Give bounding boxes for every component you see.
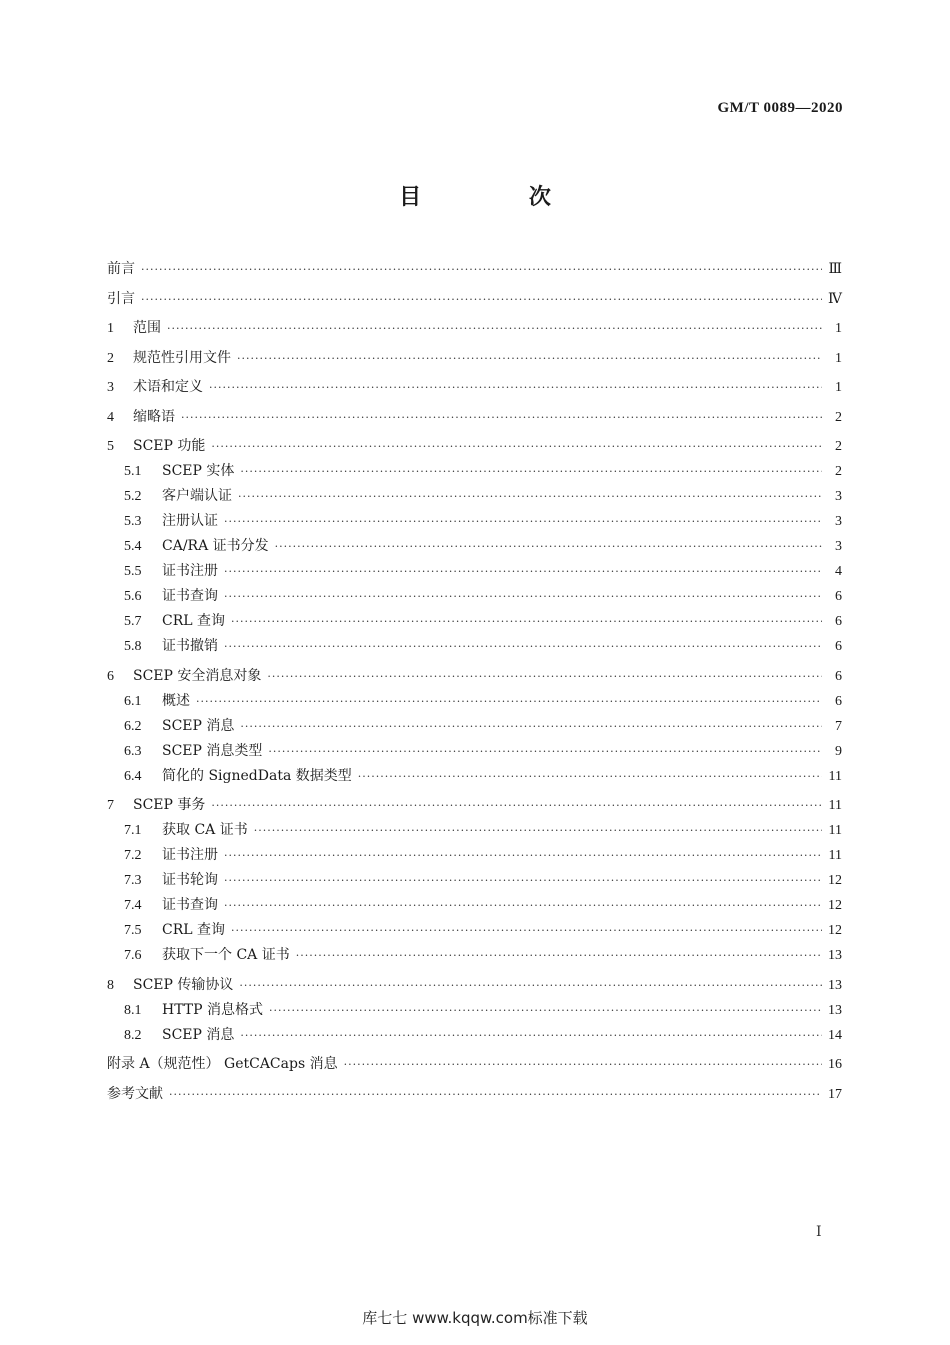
toc-entry[interactable] [107, 376, 842, 401]
toc-entry-title: SCEP 事务 [133, 797, 206, 813]
toc-title: 目 次 [399, 185, 601, 210]
toc-leader-dots [211, 440, 822, 453]
toc-leader-dots [224, 874, 822, 887]
toc-entry-page: 13 [828, 1002, 842, 1018]
toc-entry-page: 11 [828, 848, 842, 863]
toc-entry-page: 2 [835, 409, 842, 425]
toc-entry-page: 17 [828, 1086, 842, 1102]
toc-leader-dots [224, 899, 822, 912]
toc-entry-page: 11 [828, 798, 842, 813]
toc-entry-page: 12 [828, 873, 842, 888]
toc-leader-dots [169, 1088, 822, 1101]
toc-leader-dots [240, 1029, 822, 1042]
toc-entry-title: 范围 [133, 320, 161, 336]
toc-entry[interactable] [107, 347, 842, 372]
toc-leader-dots [211, 799, 822, 812]
toc-entry-page: 3 [835, 539, 842, 554]
toc-entry-title: 证书查询 [162, 588, 218, 604]
toc-entry-number: 5.2 [124, 489, 142, 504]
toc-entry-number: 7.2 [124, 848, 142, 863]
toc-entry-number: 5.5 [124, 564, 142, 579]
toc-entry-title: CRL 查询 [162, 922, 225, 938]
toc-entry-page: 11 [828, 823, 842, 838]
toc-entry-page: 11 [828, 768, 842, 784]
toc-entry-page: 2 [835, 464, 842, 479]
toc-entry-number: 6.2 [124, 718, 142, 734]
toc-entry[interactable] [107, 1053, 842, 1078]
toc-entry[interactable] [107, 1024, 842, 1049]
toc-leader-dots [268, 745, 822, 758]
toc-leader-dots [240, 465, 822, 478]
toc-entry-number: 7.6 [124, 948, 142, 963]
toc-entry-title: 参考文献 [107, 1085, 163, 1102]
toc-entry[interactable] [107, 974, 842, 999]
toc-entry-title: SCEP 实体 [162, 463, 235, 479]
toc-leader-dots [181, 411, 822, 424]
toc-entry-title: 简化的 SignedData 数据类型 [162, 767, 352, 784]
toc-entry-page: 13 [828, 948, 842, 963]
toc-entry-title: 前言 [107, 261, 135, 277]
toc-entry[interactable] [107, 435, 842, 460]
toc-entry-number: 6.1 [124, 693, 142, 709]
toc-entry-title: SCEP 功能 [133, 438, 206, 454]
toc-entry-number: 5 [107, 439, 114, 454]
toc-entry-page: 12 [828, 898, 842, 913]
toc-entry-number: 6 [107, 668, 114, 684]
toc-entry-title: 规范性引用文件 [133, 349, 231, 366]
toc-entry[interactable] [107, 869, 842, 894]
toc-leader-dots [275, 540, 822, 553]
toc-entry-number: 5.3 [124, 514, 142, 529]
toc-entry-number: 6.4 [124, 768, 142, 784]
toc-entry-title: 获取 CA 证书 [162, 822, 248, 838]
toc-leader-dots [141, 263, 822, 276]
toc-entry[interactable] [107, 317, 842, 342]
toc-entry[interactable] [107, 999, 842, 1024]
toc-leader-dots [224, 640, 822, 653]
toc-entry-page: 6 [835, 614, 842, 629]
toc-entry-page: 1 [835, 321, 842, 336]
toc-entry-title: CRL 查询 [162, 613, 225, 629]
toc-entry-page: 6 [835, 639, 842, 654]
toc-entry-number: 8.2 [124, 1027, 142, 1043]
toc-leader-dots [344, 1058, 822, 1071]
toc-entry-number: 7 [107, 798, 114, 813]
toc-entry-title: HTTP 消息格式 [162, 1001, 264, 1018]
toc-entry-number: 4 [107, 409, 114, 425]
page-number: Ⅰ [816, 1225, 822, 1240]
toc-entry-title: 证书注册 [162, 563, 218, 579]
toc-entry-number: 7.4 [124, 898, 142, 913]
toc-entry-page: 1 [835, 380, 842, 395]
toc-entry-title: 概述 [162, 692, 190, 709]
toc-leader-dots [239, 979, 822, 992]
toc-entry-page: 2 [835, 439, 842, 454]
toc-entry-title: CA/RA 证书分发 [162, 538, 269, 554]
toc-entry-title: 注册认证 [162, 513, 218, 529]
toc-entry-title: 客户端认证 [162, 488, 232, 504]
toc-entry-number: 7.3 [124, 873, 142, 888]
toc-entry[interactable] [107, 740, 842, 765]
toc-entry-title: SCEP 传输协议 [133, 976, 234, 993]
toc-entry[interactable] [107, 944, 842, 969]
toc-entry-number: 5.7 [124, 614, 142, 629]
toc-entry-number: 8.1 [124, 1002, 142, 1018]
toc-entry-title: 证书注册 [162, 847, 218, 863]
toc-entry-number: 5.1 [124, 464, 142, 479]
toc-entry-number: 5.4 [124, 539, 142, 554]
toc-entry-title: 附录 A（规范性） GetCACaps 消息 [107, 1056, 338, 1072]
toc-entry-number: 1 [107, 321, 114, 336]
toc-entry[interactable] [107, 690, 842, 715]
toc-entry-page: 14 [828, 1027, 842, 1043]
toc-entry-number: 3 [107, 380, 114, 395]
toc-leader-dots [240, 720, 822, 733]
toc-leader-dots [224, 565, 822, 578]
toc-entry-page: 6 [835, 589, 842, 604]
toc-entry[interactable] [107, 535, 842, 560]
document-code: GM/T 0089—2020 [717, 100, 843, 116]
toc-entry-page: 6 [835, 693, 842, 709]
toc-leader-dots [224, 590, 822, 603]
toc-leader-dots [231, 615, 822, 628]
toc-entry-title: 缩略语 [133, 408, 175, 425]
toc-leader-dots [224, 849, 822, 862]
toc-entry[interactable] [107, 560, 842, 585]
toc-leader-dots [237, 352, 822, 365]
toc-entry-number: 8 [107, 977, 114, 993]
toc-entry[interactable] [107, 844, 842, 869]
toc-entry[interactable] [107, 794, 842, 819]
toc-leader-dots [238, 490, 822, 503]
toc-entry[interactable] [107, 510, 842, 535]
toc-entry[interactable] [107, 406, 842, 431]
toc-leader-dots [196, 695, 822, 708]
toc-leader-dots [209, 381, 822, 394]
toc-entry-number: 7.5 [124, 923, 142, 938]
toc-leader-dots [167, 322, 822, 335]
toc-entry-page: 12 [828, 923, 842, 938]
toc-entry-title: 获取下一个 CA 证书 [162, 947, 290, 963]
toc-entry-title: 术语和定义 [133, 379, 203, 395]
toc-entry[interactable] [107, 258, 842, 283]
toc-leader-dots [254, 824, 822, 837]
toc-entry-title: 证书查询 [162, 897, 218, 913]
toc-leader-dots [358, 770, 822, 783]
table-of-contents [107, 258, 842, 1108]
toc-entry[interactable] [107, 1083, 842, 1108]
toc-entry-page: Ⅳ [828, 291, 842, 307]
toc-entry[interactable] [107, 585, 842, 610]
toc-entry[interactable] [107, 665, 842, 690]
toc-entry-title: SCEP 消息 [162, 717, 235, 734]
toc-leader-dots [269, 1004, 822, 1017]
toc-entry-page: 4 [835, 564, 842, 579]
toc-leader-dots [224, 515, 822, 528]
toc-entry-number: 5.8 [124, 639, 142, 654]
toc-entry-page: 16 [828, 1057, 842, 1072]
toc-leader-dots [231, 924, 822, 937]
toc-entry-title: 证书撤销 [162, 638, 218, 654]
toc-entry[interactable] [107, 765, 842, 790]
toc-entry-page: 9 [835, 743, 842, 759]
toc-entry[interactable] [107, 894, 842, 919]
toc-entry-title: SCEP 消息 [162, 1026, 235, 1043]
toc-entry[interactable] [107, 485, 842, 510]
toc-entry-number: 5.6 [124, 589, 142, 604]
toc-entry-page: 3 [835, 489, 842, 504]
toc-entry-title: 引言 [107, 290, 135, 307]
toc-entry-page: Ⅲ [828, 262, 842, 277]
toc-leader-dots [141, 293, 822, 306]
toc-entry[interactable] [107, 460, 842, 485]
toc-entry[interactable] [107, 610, 842, 635]
toc-entry-title: 证书轮询 [162, 872, 218, 888]
toc-entry[interactable] [107, 288, 842, 313]
toc-entry-number: 6.3 [124, 743, 142, 759]
toc-entry[interactable] [107, 919, 842, 944]
toc-entry-page: 3 [835, 514, 842, 529]
toc-entry-number: 7.1 [124, 823, 142, 838]
toc-leader-dots [267, 670, 822, 683]
toc-entry[interactable] [107, 715, 842, 740]
toc-entry-page: 1 [835, 350, 842, 366]
toc-entry-page: 7 [835, 718, 842, 734]
toc-entry-page: 13 [828, 977, 842, 993]
toc-entry[interactable] [107, 635, 842, 660]
toc-entry[interactable] [107, 819, 842, 844]
toc-leader-dots [296, 949, 822, 962]
watermark-text: 库七七 www.kqqw.com标准下载 [362, 1309, 588, 1327]
toc-entry-page: 6 [835, 668, 842, 684]
toc-entry-number: 2 [107, 350, 114, 366]
toc-entry-title: SCEP 消息类型 [162, 742, 263, 759]
toc-entry-title: SCEP 安全消息对象 [133, 667, 262, 684]
